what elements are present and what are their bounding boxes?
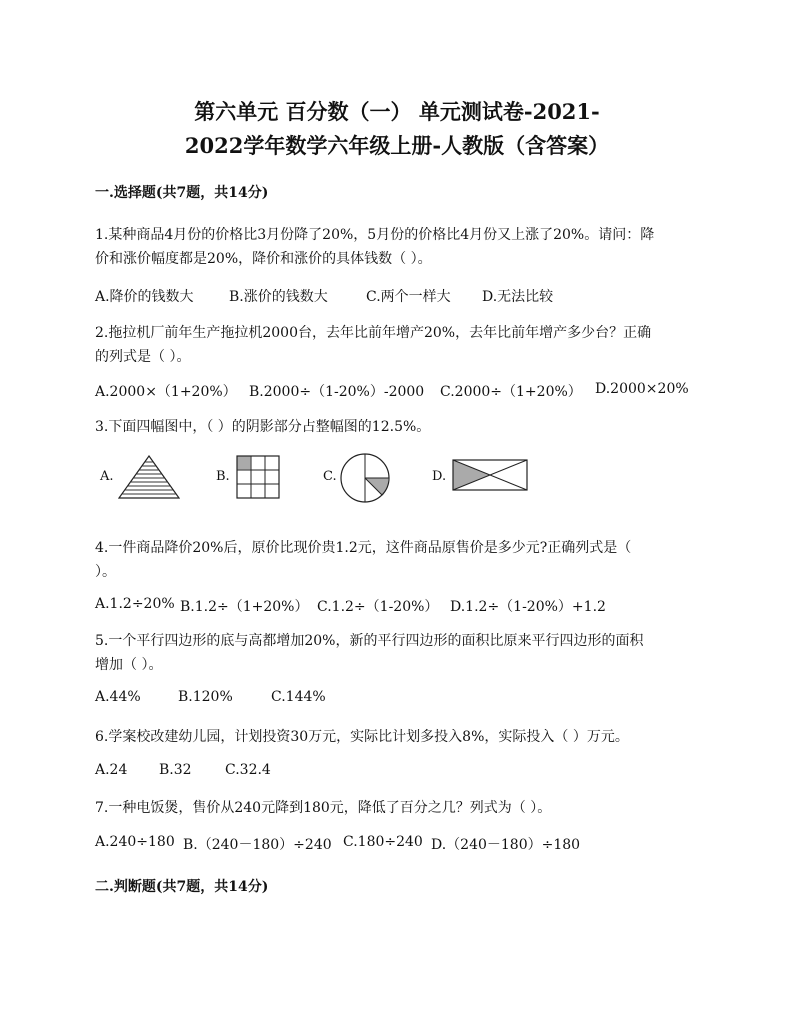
q2-option-a: A.2000×（1+20%） bbox=[95, 384, 237, 400]
question-4-line2: ）。 bbox=[95, 564, 116, 580]
section-heading-choice: 一.选择题(共7题，共14分) bbox=[95, 185, 269, 201]
q4-option-b: B.1.2÷（1+20%） bbox=[180, 599, 309, 615]
q3-option-c: C. bbox=[323, 469, 337, 484]
grid-square-figure bbox=[236, 455, 280, 499]
q1-option-a: A.降价的钱数大 bbox=[95, 289, 194, 305]
q4-option-c: C.1.2÷（1-20%） bbox=[317, 599, 439, 615]
question-1-line1: 1.某种商品4月份的价格比3月份降了20%，5月份的价格比4月份又上涨了20%。请问：降 bbox=[95, 227, 655, 243]
q1-option-d: D.无法比较 bbox=[482, 289, 554, 305]
document-title-line1: 第六单元 百分数（一） 单元测试卷-2021- bbox=[194, 99, 600, 124]
q6-option-a: A.24 bbox=[95, 762, 128, 778]
question-4-line1: 4.一件商品降价20%后，原价比现价贵1.2元，这件商品原售价是多少元?正确列式是（ bbox=[95, 540, 632, 556]
question-2-line2: 的列式是（ ）。 bbox=[95, 349, 191, 365]
rectangle-diagonals-figure bbox=[452, 459, 528, 491]
q3-option-b: B. bbox=[216, 469, 230, 484]
q1-option-c: C.两个一样大 bbox=[366, 289, 451, 305]
section-heading-judgment: 二.判断题(共7题，共14分) bbox=[95, 879, 269, 895]
q4-option-d: D.1.2÷（1-20%）+1.2 bbox=[450, 599, 606, 615]
q3-option-a: A. bbox=[100, 469, 114, 484]
question-1-line2: 价和涨价幅度都是20%，降价和涨价的具体钱数（ ）。 bbox=[95, 251, 432, 267]
q7-option-a: A.240÷180 bbox=[95, 834, 175, 850]
divided-circle-figure bbox=[340, 453, 390, 503]
striped-triangle-figure bbox=[118, 455, 180, 499]
q4-option-a: A.1.2÷20% bbox=[95, 596, 175, 612]
q2-option-d: D.2000×20% bbox=[595, 381, 689, 397]
q6-option-b: B.32 bbox=[159, 762, 192, 778]
q2-option-b: B.2000÷（1-20%）-2000 bbox=[249, 384, 425, 400]
q5-option-a: A.44% bbox=[95, 689, 141, 705]
question-6-line1: 6.学案校改建幼儿园，计划投资30万元，实际比计划多投入8%，实际投入（ ）万元。 bbox=[95, 729, 629, 745]
question-3-line1: 3.下面四幅图中，（ ）的阴影部分占整幅图的12.5%。 bbox=[95, 419, 431, 435]
q7-option-c: C.180÷240 bbox=[343, 834, 423, 850]
question-2-line1: 2.拖拉机厂前年生产拖拉机2000台，去年比前年增产20%，去年比前年增产多少台？正确 bbox=[95, 325, 652, 341]
question-5-line2: 增加（ ）。 bbox=[95, 657, 163, 673]
q1-option-b: B.涨价的钱数大 bbox=[229, 289, 328, 305]
q7-option-d: D.（240－180）÷180 bbox=[431, 837, 581, 853]
question-5-line1: 5.一个平行四边形的底与高都增加20%，新的平行四边形的面积比原来平行四边形的面积 bbox=[95, 633, 644, 649]
question-7-line1: 7.一种电饭煲，售价从240元降到180元，降低了百分之几？列式为（ ）。 bbox=[95, 800, 552, 816]
q2-option-c: C.2000÷（1+20%） bbox=[440, 384, 582, 400]
q5-option-c: C.144% bbox=[271, 689, 326, 705]
q6-option-c: C.32.4 bbox=[225, 762, 271, 778]
document-title-line2: 2022学年数学六年级上册-人教版（含答案） bbox=[184, 133, 610, 158]
q3-option-d: D. bbox=[432, 469, 447, 484]
q7-option-b: B.（240－180）÷240 bbox=[183, 837, 332, 853]
q5-option-b: B.120% bbox=[178, 689, 233, 705]
